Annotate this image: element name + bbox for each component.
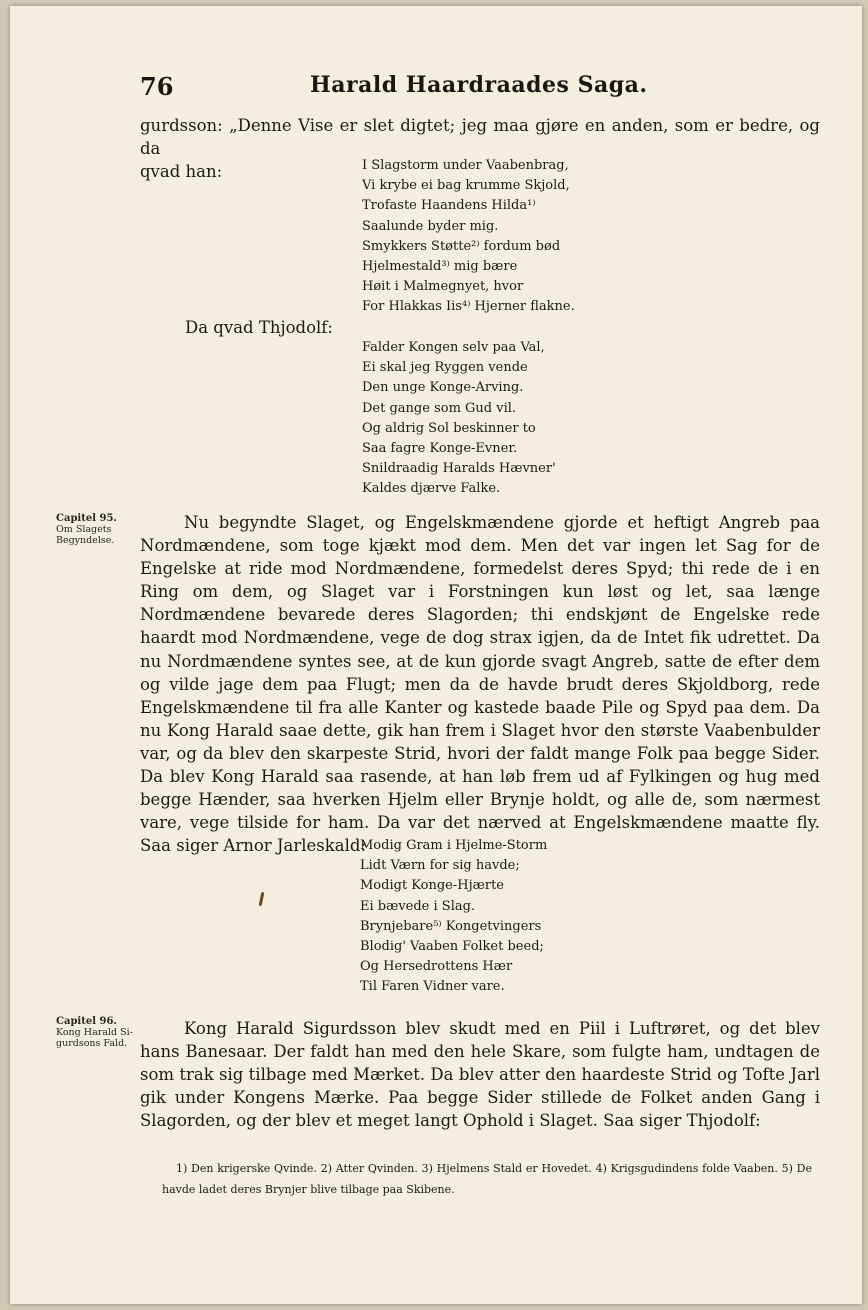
page-number: 76 bbox=[140, 72, 174, 101]
book-page bbox=[10, 6, 862, 1304]
verse-line: Hjelmestald³⁾ mig bære bbox=[362, 258, 518, 274]
verse-line: Vi krybe ei bag krumme Skjold, bbox=[362, 178, 570, 194]
verse-1 bbox=[362, 156, 575, 318]
footnote-text: 1) Den krigerske Qvinde. 2) Atter Qvinden. 3) Hjelmens Stald er Hovedet. 4) Krigsgudindens folde Vaaben. 5) De havde ladet deres Brynjer blive tilbage paa Skibene. bbox=[162, 1162, 812, 1196]
verse-line: Til Faren Vidner vare. bbox=[360, 979, 505, 995]
footnotes bbox=[162, 1158, 812, 1200]
verse-line: Ei bævede i Slag. bbox=[360, 898, 476, 914]
sidenote-subtitle: Kong Harald Si- bbox=[56, 1027, 133, 1038]
chapter-96-paragraph: Kong Harald Sigurdsson blev skudt med en Piil i Luftrøret, og det blev hans Banesaar. Der faldt han med den hele Skare, som fulgte ham, undtagen de som trak sig tilbage med Mærket. Da blev atter den haardeste Strid og Tofte Jarl gik under Kongens Mærke. Paa begge Sider stillede de Folket anden Gang i Slagorden, og der blev et meget langt Ophold i Slaget. Saa siger Thjodolf: bbox=[140, 1019, 820, 1131]
verse-line: Og Hersedrottens Hær bbox=[360, 959, 513, 975]
intro-line-2: qvad han: bbox=[140, 162, 223, 182]
thjodolf-intro: Da qvad Thjodolf: bbox=[185, 318, 333, 337]
verse-line: Modigt Konge-Hjærte bbox=[360, 878, 504, 894]
sidenote-chapter-96 bbox=[56, 1016, 136, 1049]
verse-line: Saa fagre Konge-Evner. bbox=[362, 440, 518, 456]
verse-line: Saalunde byder mig. bbox=[362, 218, 499, 234]
verse-line: Smykkers Støtte²⁾ fordum bød bbox=[362, 238, 561, 254]
verse-line: Ei skal jeg Ryggen vende bbox=[362, 360, 528, 376]
verse-line: Og aldrig Sol beskinner to bbox=[362, 420, 536, 436]
verse-2 bbox=[362, 338, 556, 500]
verse-line: Den unge Konge-Arving. bbox=[362, 380, 524, 396]
chapter-95-paragraph: Nu begyndte Slaget, og Engelskmændene gjorde et heftigt Angreb paa Nordmændene, som toge kjækt mod dem. Men det var ingen let Sag for de Engelske at ride mod Nordmændene, formedelst deres Spyd; thi rede de i en Ring om dem, og Slaget var i Forstningen kun løst og let, saa længe Nordmændene bevarede deres Slagorden; thi endskjønt de Engelske rede haardt mod Nordmændene, vege de dog strax igjen, da de Intet fik udrettet. Da nu Nordmændene syntes see, at de kun gjorde svagt Angreb, satte de efter dem og vilde jage dem paa Flugt; men da de havde brudt deres Skjoldborg, rede Engelskmændene til fra alle Kanter og kastede baade Pile og Spyd paa dem. Da nu Kong Harald saae dette, gik han frem i Slaget hvor den største Vaabenbulder var, og da blev den skarpeste Strid, hvori der faldt mange Folk paa begge Sider. Da blev Kong Harald saa rasende, at han løb frem ud af Fylkingen og hug med begge Hænder, saa hverken Hjelm eller Brynje holdt, og alle de, som nærmest vare, vege tilside for ham. Da var det nærved at Engelskmændene maatte fly. Saa siger Arnor Jarleskald: bbox=[140, 513, 820, 856]
verse-line: For Hlakkas Iis⁴⁾ Hjerner flakne. bbox=[362, 299, 575, 315]
verse-line: Høit i Malmegnyet, hvor bbox=[362, 279, 524, 295]
verse-line: Modig Gram i Hjelme-Storm bbox=[360, 838, 548, 853]
sidenote-subtitle: Om Slagets bbox=[56, 524, 112, 535]
ink-mark bbox=[259, 892, 265, 906]
verse-line: Falder Kongen selv paa Val, bbox=[362, 340, 545, 355]
intro-line-1: gurdsson: „Denne Vise er slet digtet; jeg maa gjøre en anden, som er bedre, og da bbox=[140, 116, 820, 159]
verse-line: Brynjebare⁵⁾ Kongetvingers bbox=[360, 918, 542, 934]
sidenote-chapter-95 bbox=[56, 513, 134, 546]
verse-line: Snildraadig Haralds Hævner' bbox=[362, 461, 556, 477]
verse-line: Det gange som Gud vil. bbox=[362, 400, 517, 416]
running-title: Harald Haardraades Saga. bbox=[310, 72, 648, 98]
verse-3 bbox=[360, 836, 547, 998]
verse-line: I Slagstorm under Vaabenbrag, bbox=[362, 158, 569, 173]
verse-line: Kaldes djærve Falke. bbox=[362, 481, 501, 497]
verse-line: Trofaste Haandens Hilda¹⁾ bbox=[362, 198, 536, 214]
sidenote-title: Capitel 96. bbox=[56, 1016, 117, 1027]
sidenote-title: Capitel 95. bbox=[56, 513, 117, 524]
sidenote-subtitle: Begyndelse. bbox=[56, 535, 115, 546]
chapter-95-text bbox=[140, 511, 820, 857]
verse-line: Blodig' Vaaben Folket beed; bbox=[360, 938, 544, 954]
verse-line: Lidt Værn for sig havde; bbox=[360, 858, 520, 874]
sidenote-subtitle: gurdsons Fald. bbox=[56, 1038, 128, 1049]
chapter-96-text bbox=[140, 1017, 820, 1132]
